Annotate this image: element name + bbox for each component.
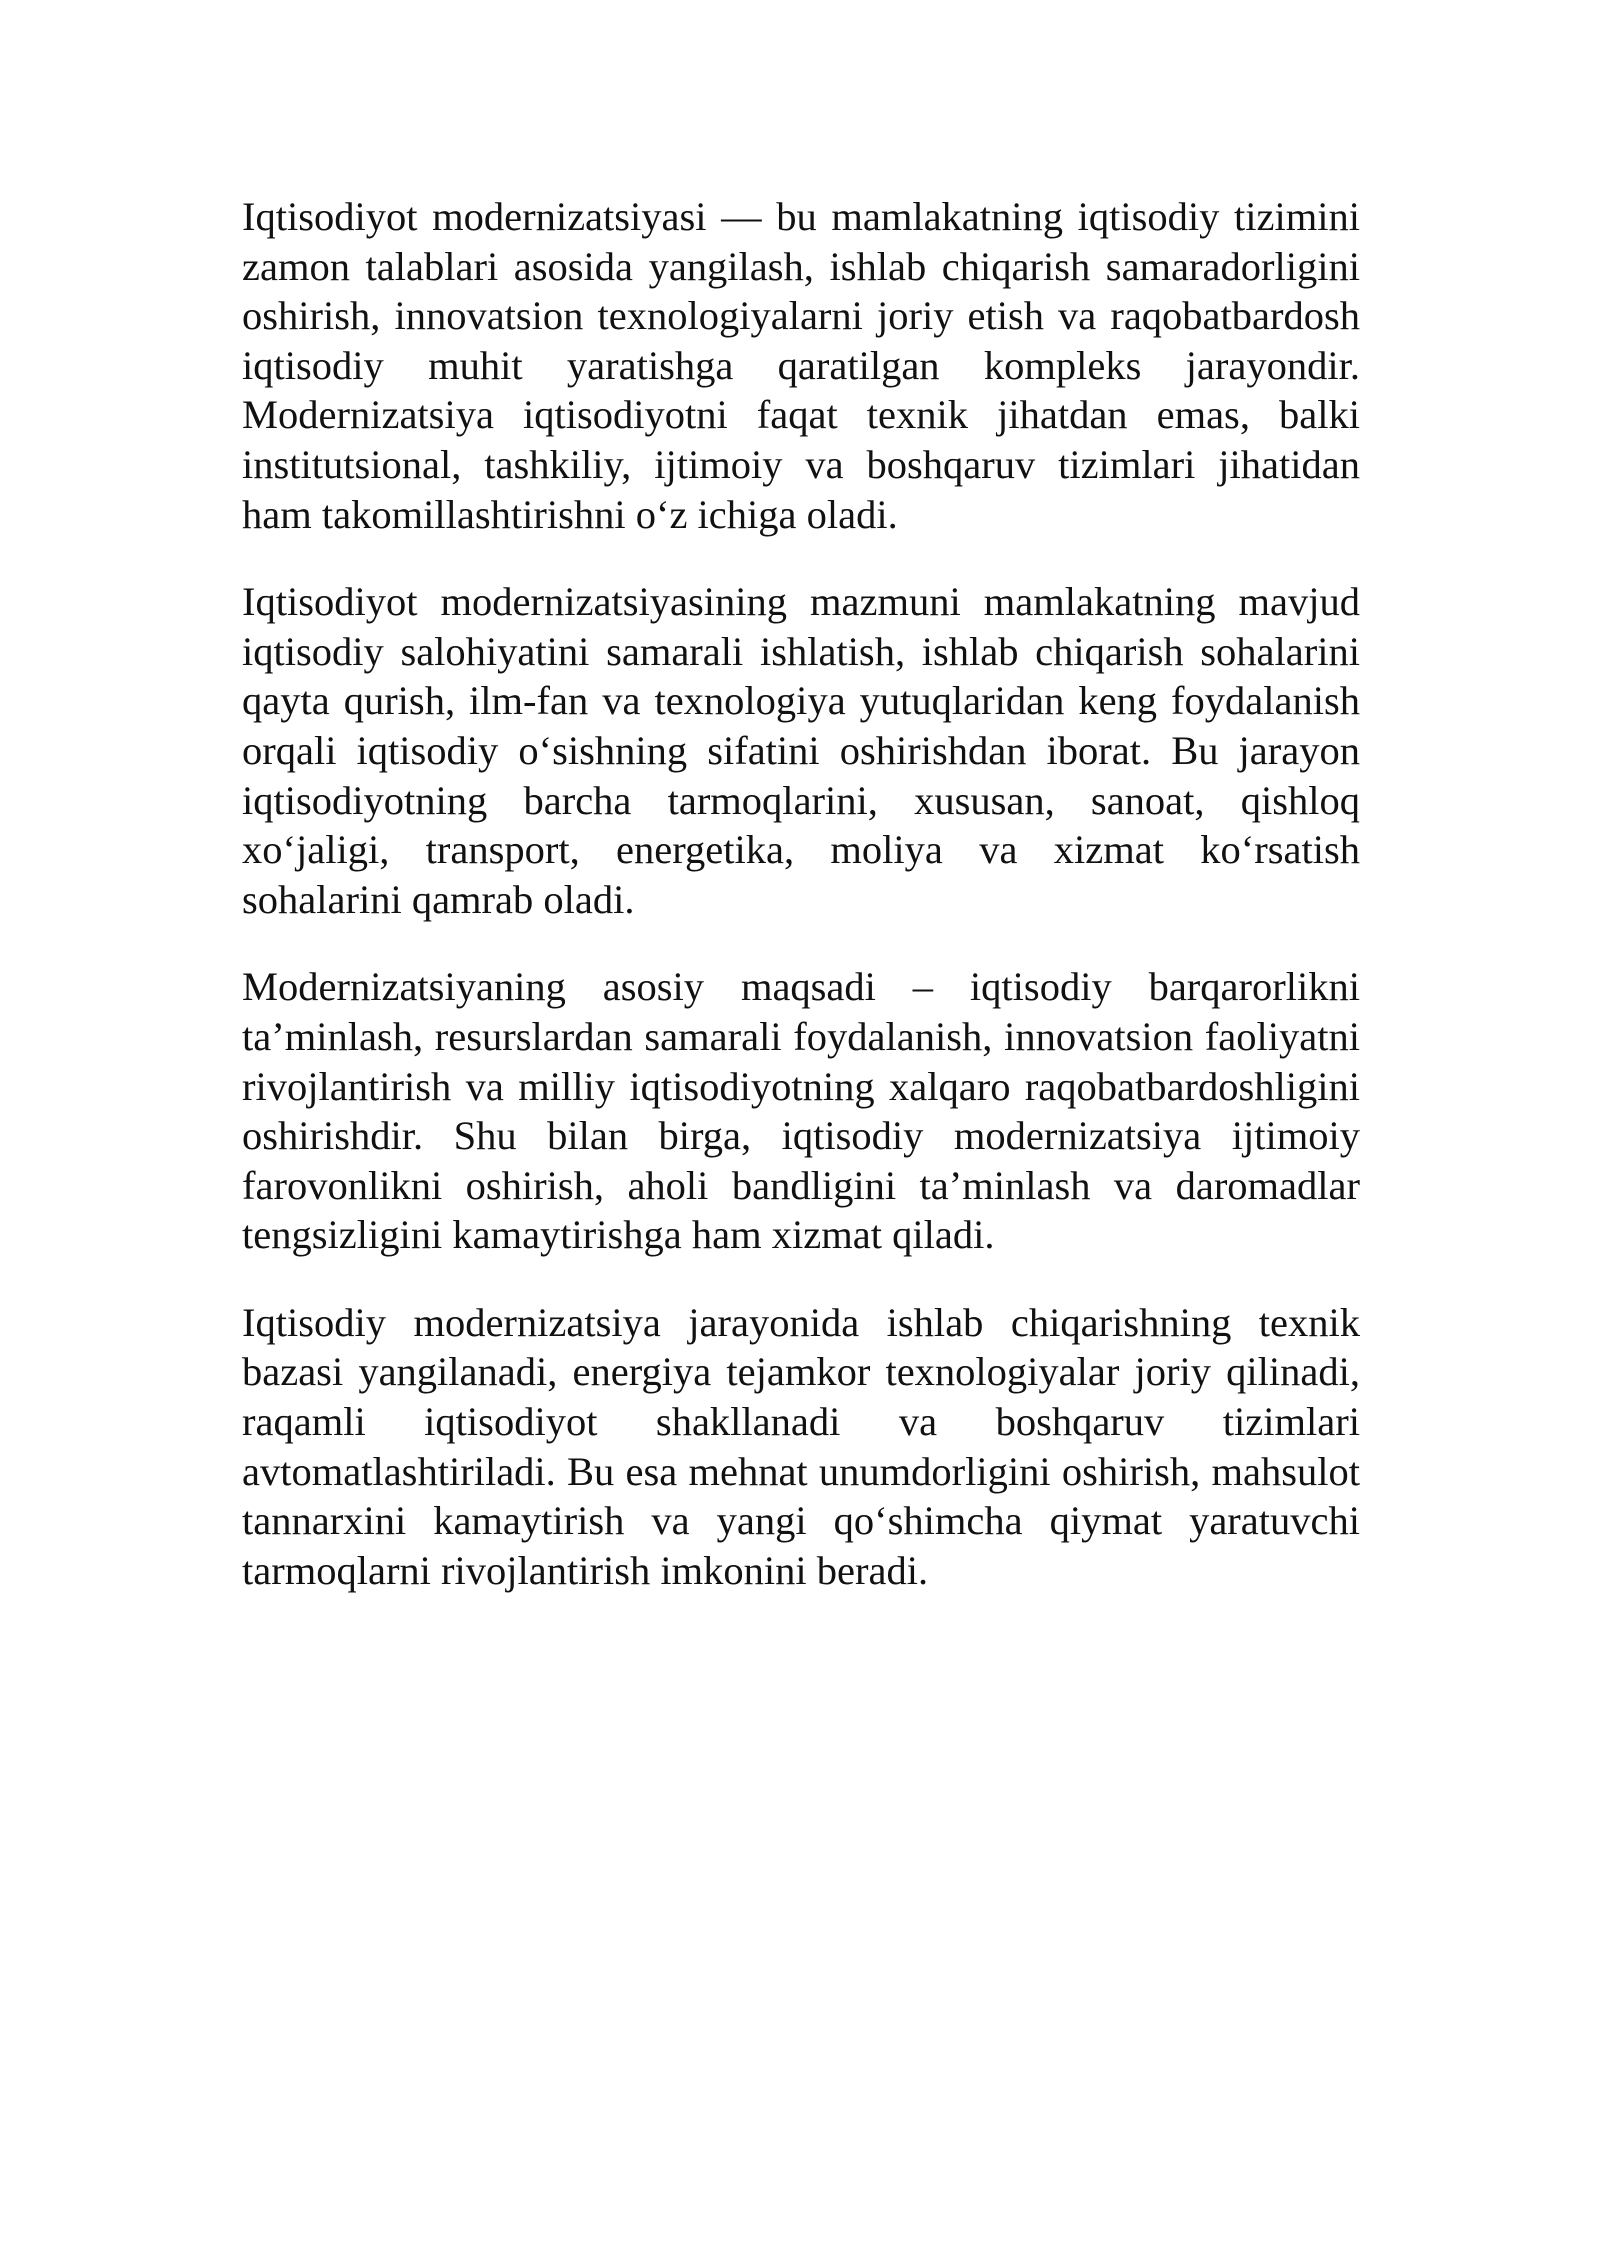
paragraph-4: Iqtisodiy modernizatsiya jarayonida ishlab chiqarishning texnik bazasi yangilanadi, energiya tejamkor texnologiyalar joriy qilinadi, raqamli iqtisodiyot shakllanadi va boshqaruv tizimlari avtomatlashtiriladi. Bu esa mehnat unumdorligini oshirish, mahsulot tannarxini kamaytirish va yangi qo‘shimcha qiymat yaratuvchi tarmoqlarni rivojlantirish imkonini beradi. [242,1299,1360,1593]
paragraph-3: Modernizatsiyaning asosiy maqsadi – iqtisodiy barqarorlikni ta’minlash, resurslardan samarali foydalanish, innovatsion faoliyatni rivojlantirish va milliy iqtisodiyotning xalqaro raqobatbardoshligini oshirishdir. Shu bilan birga, iqtisodiy modernizatsiya ijtimoiy farovonlikni oshirish, aholi bandligini ta’minlash va daromadlar tengsizligini kamaytirishga ham xizmat qiladi. [242,964,1360,1258]
paragraph-2: Iqtisodiyot modernizatsiyasining mazmuni mamlakatning mavjud iqtisodiy salohiyatini samarali ishlatish, ishlab chiqarish sohalarini qayta qurish, ilm-fan va texnologiya yutuqlaridan keng foydalanish orqali iqtisodiy o‘sishning sifatini oshirishdan iborat. Bu jarayon iqtisodiyotning barcha tarmoqlarini, xususan, sanoat, qishloq xo‘jaligi, transport, energetika, moliya va xizmat ko‘rsatish sohalarini qamrab oladi. [242,579,1360,922]
paragraph-1: Iqtisodiyot modernizatsiyasi — bu mamlakatning iqtisodiy tizimini zamon talablari asosida yangilash, ishlab chiqarish samaradorligini oshirish, innovatsion texnologiyalarni joriy etish va raqobatbardosh iqtisodiy muhit yaratishga qaratilgan kompleks jarayondir. Modernizatsiya iqtisodiyotni faqat texnik jihatdan emas, balki institutsional, tashkiliy, ijtimoiy va boshqaruv tizimlari jihatidan ham takomillashtirishni o‘z ichiga oladi. [242,194,1360,537]
document-body [242,192,1360,1633]
